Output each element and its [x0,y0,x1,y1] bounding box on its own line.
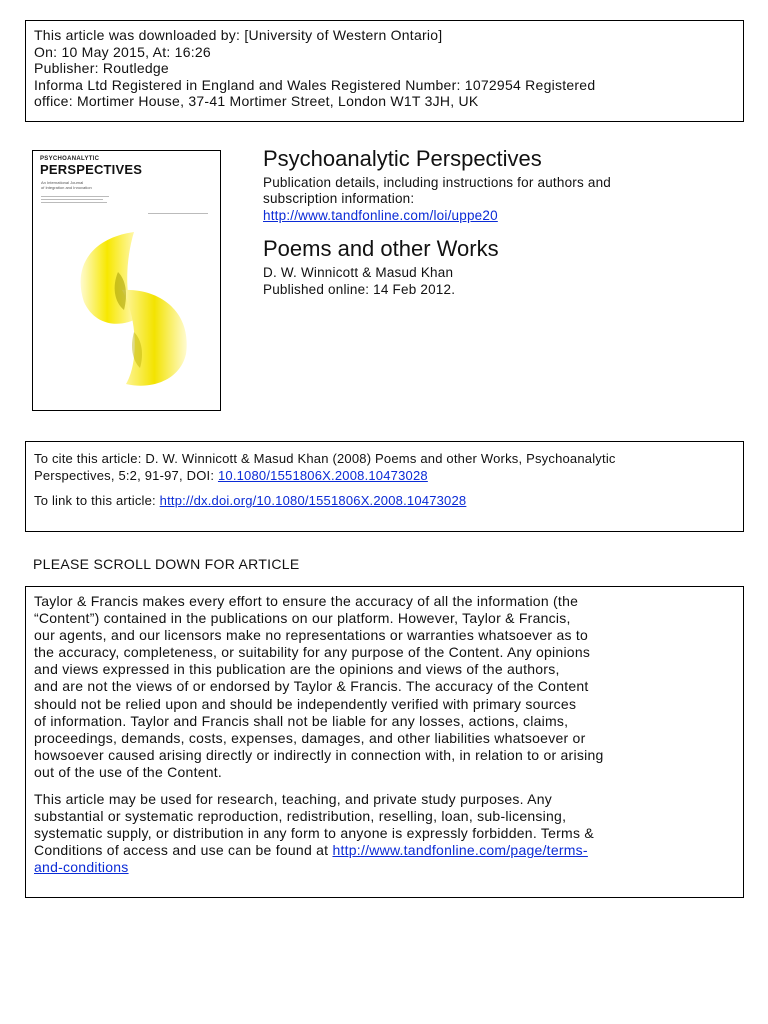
citation-box [25,441,744,532]
usage-line [34,842,735,859]
registration-line: Informa Ltd Registered in England and Wales Registered Number: 1072954 Registered [34,76,596,93]
disclaimer-line: “Content”) contained in the publications on our platform. However, Taylor & Francis, [34,610,571,627]
disclaimer-paragraph [34,593,735,781]
doi-link[interactable]: 10.1080/1551806X.2008.10473028 [217,467,428,483]
disclaimer-line: Taylor & Francis makes every effort to ensure the accuracy of all the information (the [34,593,579,609]
download-info-box [25,20,744,122]
usage-terms-paragraph [34,791,735,876]
article-title: Poems and other Works [263,236,499,261]
article-link-row [34,493,735,510]
office-line: office: Mortimer House, 37-41 Mortimer Street, London W1T 3JH, UK [34,93,479,110]
download-date-line: On: 10 May 2015, At: 16:26 [34,43,211,60]
journal-title: Psychoanalytic Perspectives [263,146,542,171]
citation-line [34,468,735,485]
disclaimer-line: proceedings, demands, costs, expenses, damages, and other liabilities whatsoever or [34,729,586,746]
article-doi-url-link[interactable]: http://dx.doi.org/10.1080/1551806X.2008.10473028 [159,493,467,508]
publisher-line: Publisher: Routledge [34,60,169,77]
journal-url-link[interactable]: http://www.tandfonline.com/loi/uppe20 [263,208,498,223]
disclaimer-line: and views expressed in this publication are the opinions and views of the authors, [34,661,560,678]
citation-line: To cite this article: D. W. Winnicott & Masud Khan (2008) Poems and other Works, Psychoanalytic [34,451,616,466]
link-label: To link to this article: [34,493,160,508]
disclaimer-line: the accuracy, completeness, or suitability for any purpose of the Content. Any opinions [34,644,591,661]
cover-title: PERSPECTIVES [40,162,143,177]
disclaimer-box [25,586,744,898]
journal-cover-image [32,150,221,411]
usage-line: This article may be used for research, teaching, and private study purposes. Any [34,791,553,808]
publication-details-line: Publication details, including instructions for authors and [263,175,611,190]
download-info-line: This article was downloaded by: [University of Western Ontario] [34,27,443,43]
terms-prefix: Conditions of access and use can be found at [34,842,333,859]
usage-line: systematic supply, or distribution in any form to anyone is expressly forbidden. Terms & [34,825,594,842]
usage-line [34,859,735,876]
scroll-notice: PLEASE SCROLL DOWN FOR ARTICLE [33,556,300,572]
disclaimer-line: our agents, and our licensors make no representations or warranties whatsoever as to [34,627,589,644]
disclaimer-line: out of the use of the Content. [34,763,223,780]
disclaimer-line: howsoever caused arising directly or indirectly in connection with, in relation to or arising [34,746,604,763]
disclaimer-line: should not be relied upon and should be independently verified with primary sources [34,695,577,712]
usage-line: substantial or systematic reproduction, redistribution, reselling, loan, sub-licensing, [34,808,567,825]
publication-details-line: subscription information: [263,191,415,206]
disclaimer-line: and are not the views of or endorsed by Taylor & Francis. The accuracy of the Content [34,678,589,695]
cover-subtitle-line: of Integration and Innovation [41,185,92,190]
disclaimer-line: of information. Taylor and Francis shall not be liable for any losses, actions, claims, [34,712,569,729]
terms-link-continued[interactable]: and-conditions [34,859,129,876]
cover-graphic [36,154,219,409]
citation-prefix: Perspectives, 5:2, 91-97, DOI: [34,467,218,483]
cover-subtitle-line: An International Journal [41,180,84,185]
terms-link[interactable]: http://www.tandfonline.com/page/terms- [332,842,588,859]
cover-title-small: PSYCHOANALYTIC [40,156,100,162]
article-authors: D. W. Winnicott & Masud Khan [263,265,454,280]
published-online: Published online: 14 Feb 2012. [263,282,456,297]
